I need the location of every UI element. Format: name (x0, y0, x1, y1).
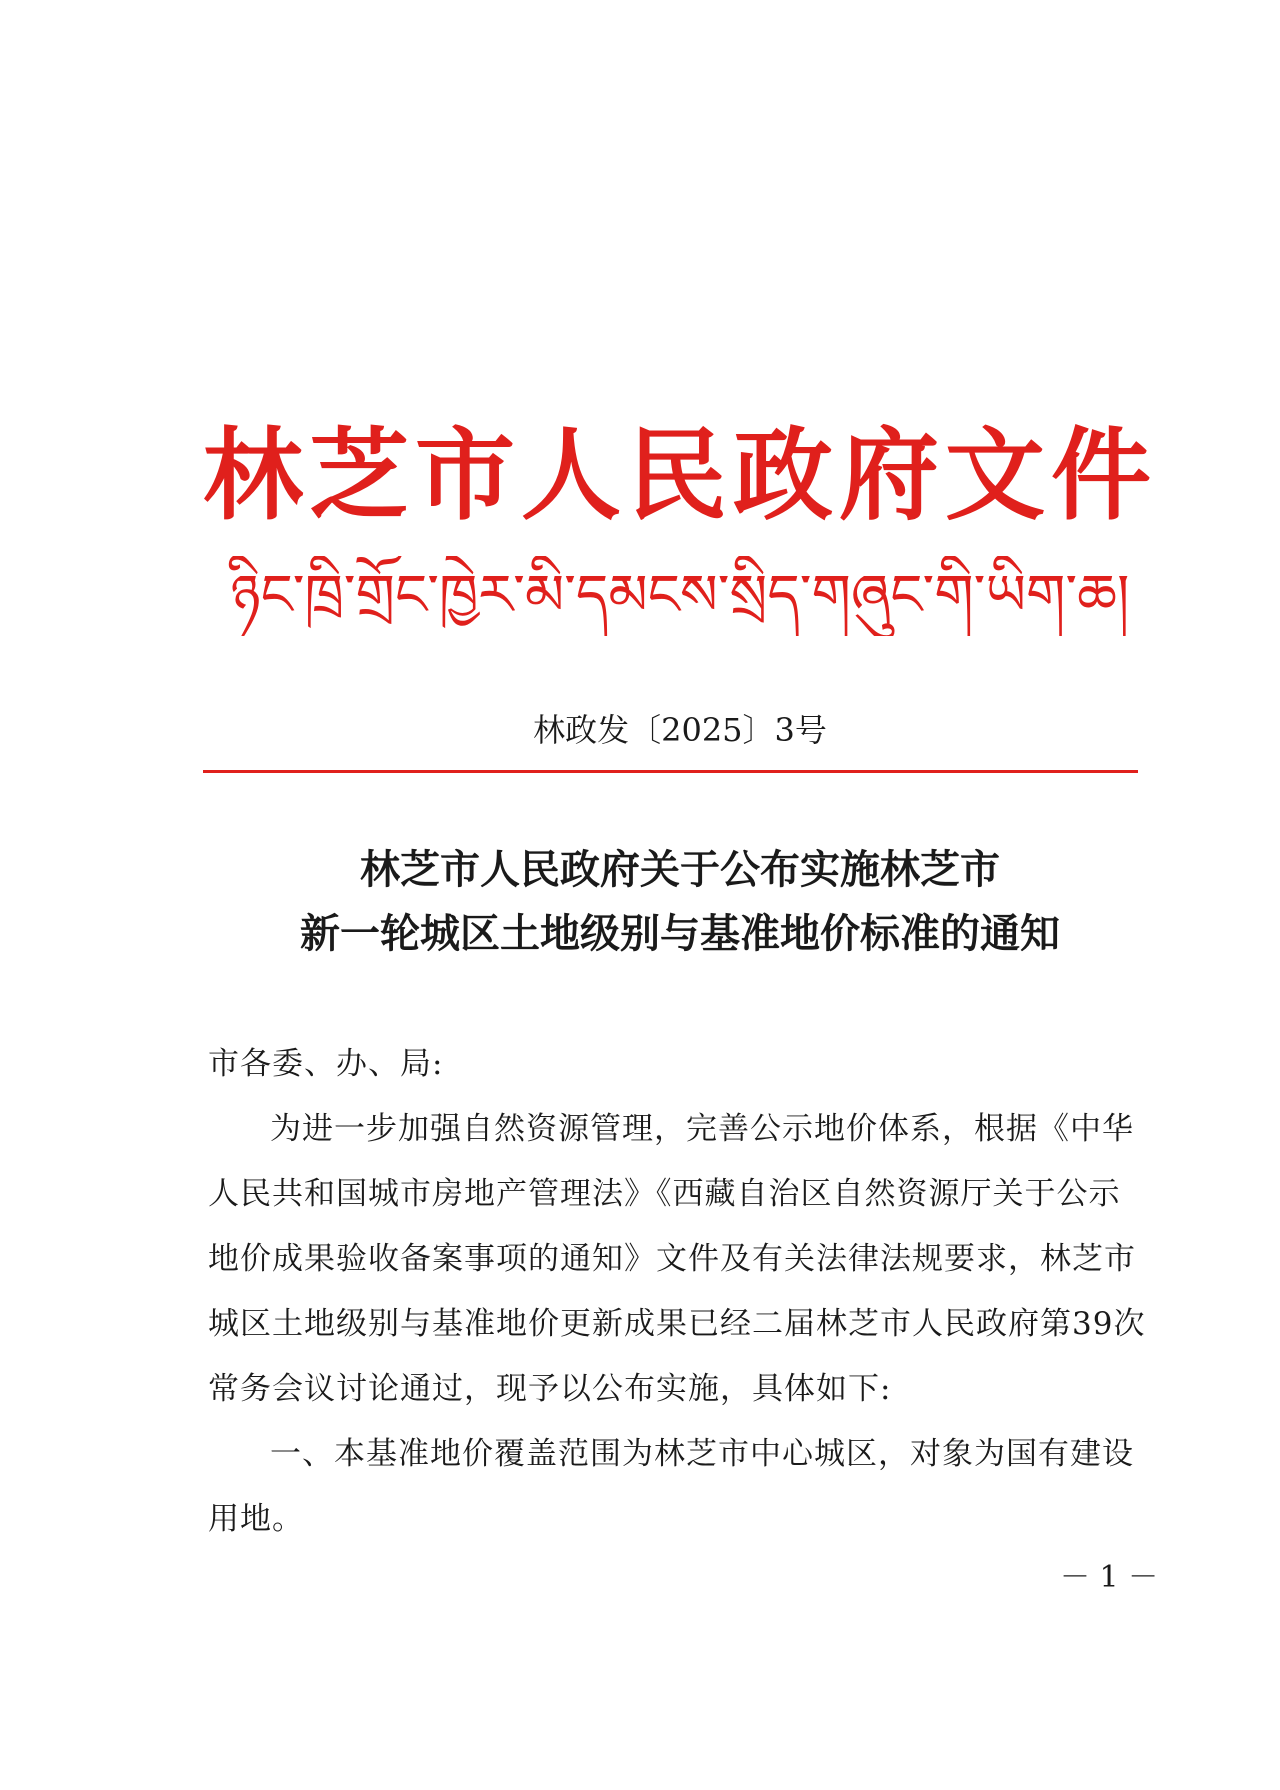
notice-body (208, 1032, 1148, 1552)
document-number: 林政发〔2025〕3号 (533, 711, 827, 749)
body-paragraph-1: 为进一步加强自然资源管理，完善公示地价体系，根据《中华人民共和国城市房地产管理法》《西藏自治区自然资源厅关于公示地价成果验收备案事项的通知》文件及有关法律法规要求，林芝市城区土地级别与基准地价更新成果已经二届林芝市人民政府第39次常务会议讨论通过，现予以公布实施，具体如下: (208, 1111, 1146, 1407)
agency-header-title-tibetan: ཉིང་ཁྲི་གྲོང་ཁྱེར་མི་དམངས་སྲིད་གཞུང་གི་ཡིག་ཆ། (230, 563, 1130, 628)
agency-header-title: 林芝市人民政府文件 (203, 417, 1157, 534)
page-number: － 1 － (1060, 1560, 1159, 1595)
notice-title-line-2: 新一轮城区土地级别与基准地价标准的通知 (300, 910, 1060, 957)
notice-title-line-1: 林芝市人民政府关于公布实施林芝市 (360, 846, 1000, 893)
notice-title (200, 838, 1160, 966)
body-paragraph-2: 一、本基准地价覆盖范围为林芝市中心城区，对象为国有建设用地。 (208, 1436, 1134, 1537)
salutation: 市各委、办、局: (208, 1046, 444, 1082)
red-divider-line (203, 770, 1138, 773)
